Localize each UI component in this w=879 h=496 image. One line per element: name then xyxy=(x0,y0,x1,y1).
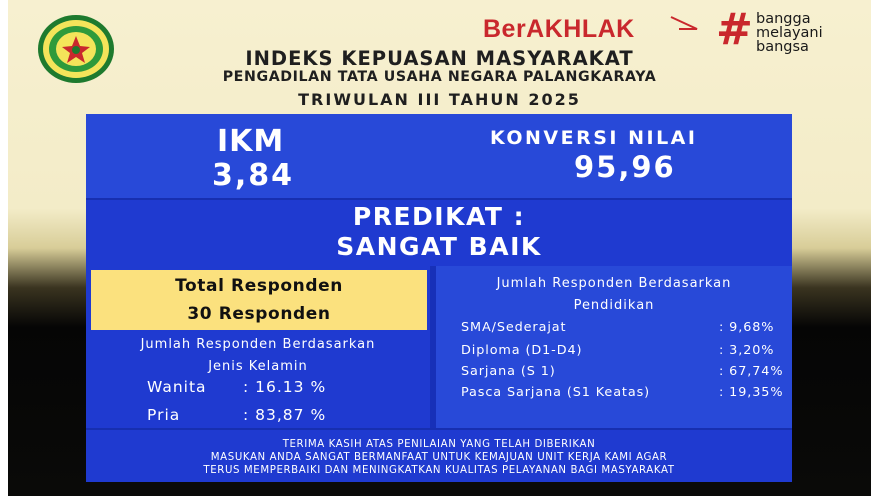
poster xyxy=(8,0,871,496)
total-respondents-box xyxy=(91,270,427,330)
konversi-label: KONVERSI NILAI xyxy=(490,127,698,149)
footer-line: TERUS MEMPERBAIKI DAN MENINGKATKAN KUALITAS PELAYANAN BAGI MASYARAKAT xyxy=(203,465,675,476)
tagline-line: bangga xyxy=(756,11,811,27)
total-respondents-value: 30 Responden xyxy=(187,304,331,324)
score-panel xyxy=(86,114,792,198)
period-label: TRIWULAN III TAHUN 2025 xyxy=(298,90,581,109)
page-title: INDEKS KEPUASAN MASYARAKAT xyxy=(245,47,634,70)
education-value: : 9,68% xyxy=(719,320,775,335)
gender-row-wanita xyxy=(147,378,326,396)
predikat-panel xyxy=(86,198,792,266)
ikm-value: 3,84 xyxy=(212,158,295,193)
gender-row-pria xyxy=(147,406,326,424)
tagline-line: bangsa xyxy=(756,39,809,55)
education-panel xyxy=(436,266,792,428)
education-section-title: Jumlah Responden Berdasarkan xyxy=(496,276,732,291)
gender-section-title: Jumlah Responden Berdasarkan xyxy=(140,337,376,352)
education-label: Pasca Sarjana (S1 Keatas) xyxy=(461,385,651,400)
education-row xyxy=(461,320,774,335)
education-row xyxy=(461,364,783,379)
gender-panel xyxy=(86,266,430,428)
gender-value: : 83,87 % xyxy=(243,406,327,424)
predikat-label: PREDIKAT : xyxy=(352,202,526,231)
gender-label: Pria xyxy=(147,406,181,424)
footer-line: TERIMA KASIH ATAS PENILAIAN YANG TELAH DIBERIKAN xyxy=(282,439,596,450)
gender-label: Wanita xyxy=(147,378,207,396)
predikat-value: SANGAT BAIK xyxy=(336,232,542,261)
education-value: : 19,35% xyxy=(719,385,784,400)
education-value: : 67,74% xyxy=(719,364,784,379)
education-label: Diploma (D1-D4) xyxy=(461,343,583,358)
konversi-value: 95,96 xyxy=(574,150,676,184)
education-row xyxy=(461,343,774,358)
institution-name: PENGADILAN TATA USAHA NEGARA PALANGKARAYA xyxy=(222,69,657,85)
gender-value: : 16.13 % xyxy=(243,378,327,396)
education-label: SMA/Sederajat xyxy=(461,320,567,335)
berakhlak-swoosh-icon xyxy=(483,15,703,49)
total-respondents-label: Total Responden xyxy=(175,276,343,296)
education-value: : 3,20% xyxy=(719,343,775,358)
hashtag-icon: # xyxy=(716,4,753,55)
ikm-label: IKM xyxy=(217,124,285,159)
education-section-subtitle: Pendidikan xyxy=(573,298,655,313)
tagline-line: melayani xyxy=(756,25,823,41)
berakhlak-wordmark: BerAKHLAK xyxy=(483,15,635,43)
gender-section-subtitle: Jenis Kelamin xyxy=(208,359,308,374)
footer-line: MASUKAN ANDA SANGAT BERMANFAAT UNTUK KEMAJUAN UNIT KERJA KAMI AGAR xyxy=(210,452,668,463)
footer-panel xyxy=(86,428,792,482)
berakhlak-logo xyxy=(483,15,713,49)
education-row xyxy=(461,385,783,400)
education-label: Sarjana (S 1) xyxy=(461,364,556,379)
